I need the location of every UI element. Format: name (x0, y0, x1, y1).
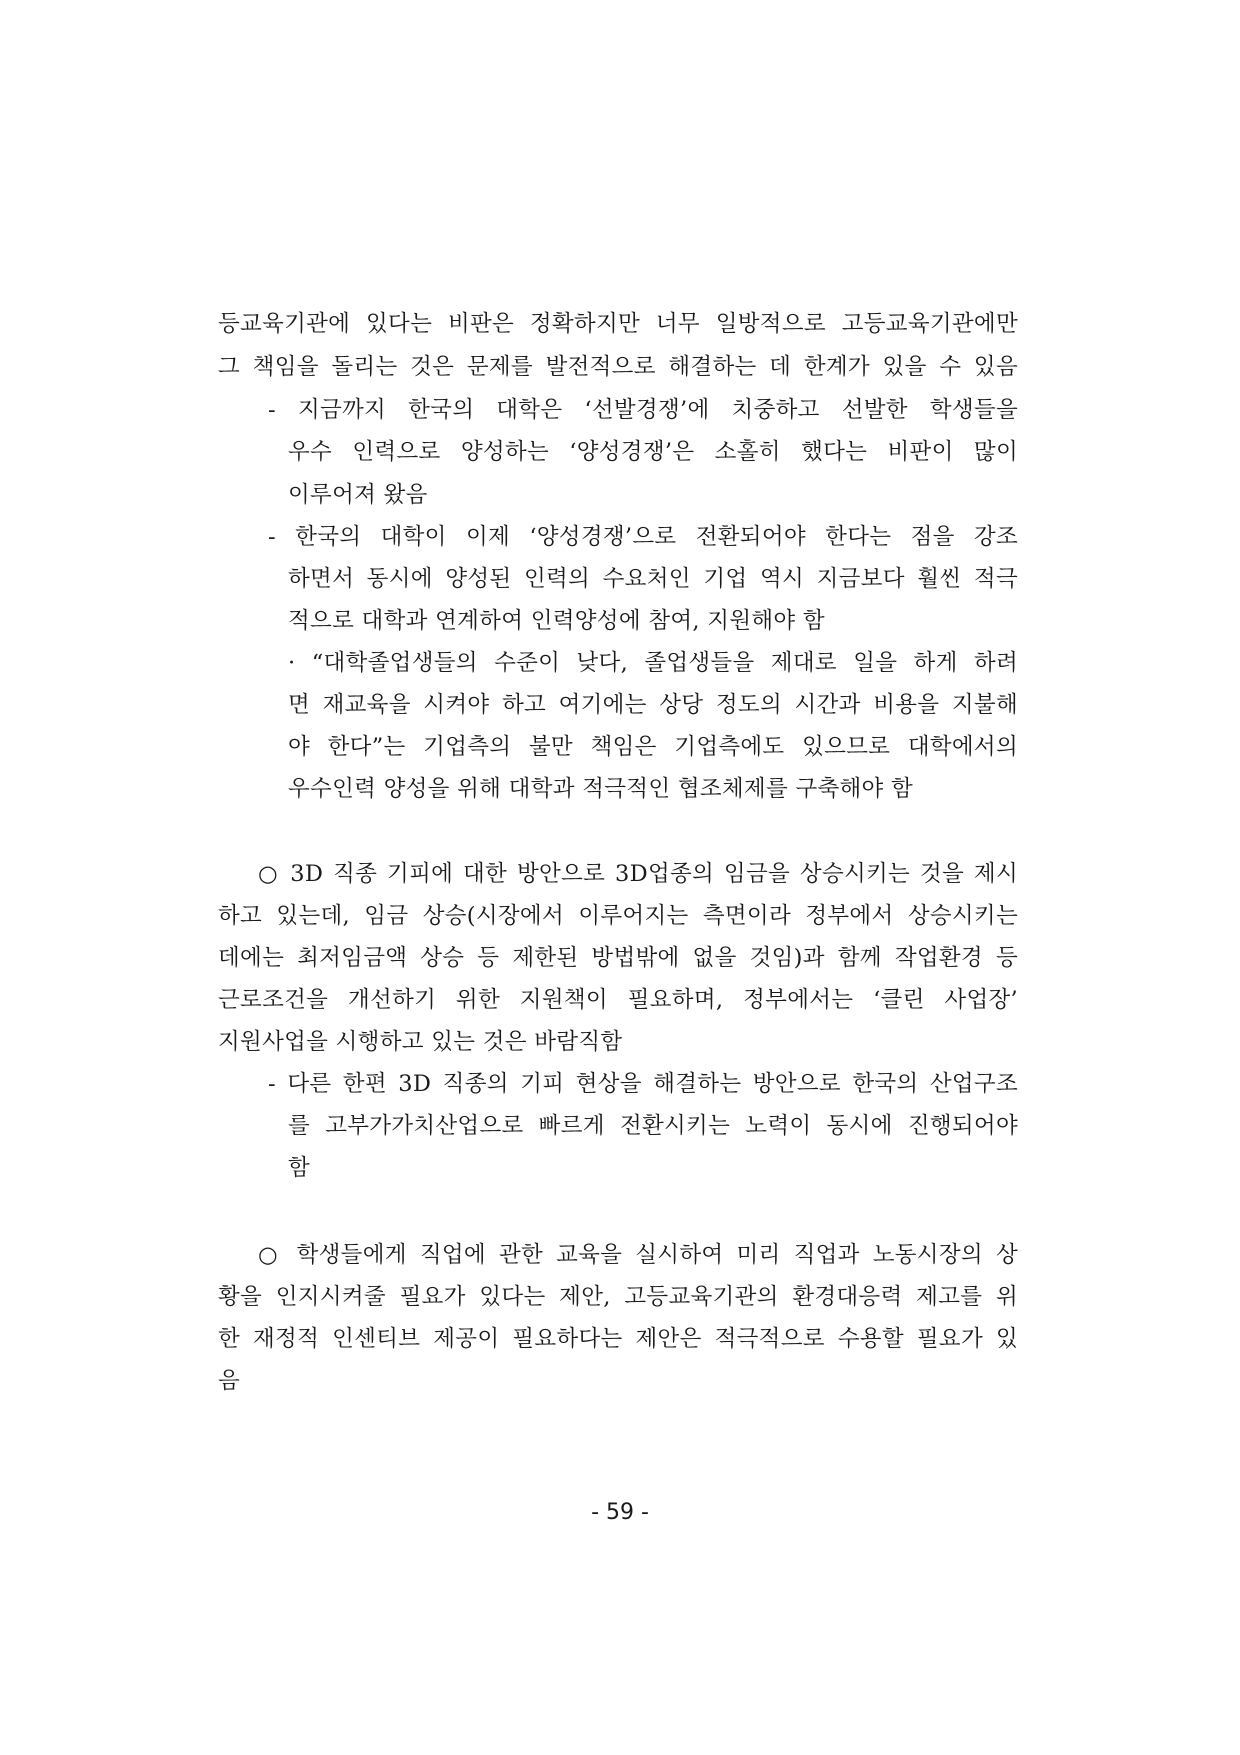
dot-bullet-line: 야 한다”는 기업측의 불만 책임은 기업측에도 있으므로 대학에서의 (288, 734, 1018, 760)
dash-bullet-line: 우수 인력으로 양성하는 ‘양성경쟁’은 소홀히 했다는 비판이 많이 (288, 439, 1018, 465)
circle-item-line: 하고 있는데, 임금 상승(시장에서 이루어지는 측면이라 정부에서 상승시키는 (218, 903, 1018, 929)
circle-item-line: 음 (218, 1368, 241, 1394)
dash-bullet-line: - 한국의 대학이 이제 ‘양성경쟁’으로 전환되어야 한다는 점을 강조 (268, 524, 1018, 550)
circle-item-line: 근로조건을 개선하기 위한 지원책이 필요하며, 정부에서는 ‘클린 사업장’ (218, 987, 1018, 1013)
circle-item-line: ○ 학생들에게 직업에 관한 교육을 실시하여 미리 직업과 노동시장의 상 (258, 1242, 1018, 1268)
circle-item-line: 지원사업을 시행하고 있는 것은 바람직함 (218, 1029, 623, 1055)
dot-bullet-line: 면 재교육을 시켜야 하고 여기에는 상당 정도의 시간과 비용을 지불해 (288, 692, 1018, 718)
dash-bullet-line: - 다른 한편 3D 직종의 기피 현상을 해결하는 방안으로 한국의 산업구조 (268, 1071, 1018, 1097)
circle-item-line: 황을 인지시켜줄 필요가 있다는 제안, 고등교육기관의 환경대응력 제고를 위 (218, 1284, 1018, 1310)
dash-bullet-line: 를 고부가가치산업으로 빠르게 전환시키는 노력이 동시에 진행되어야 (288, 1113, 1018, 1139)
page-number: - 59 - (591, 1500, 649, 1525)
dash-bullet-line: 함 (288, 1155, 311, 1181)
paragraph-line: 등교육기관에 있다는 비판은 정확하지만 너무 일방적으로 고등교육기관에만 (218, 311, 1018, 337)
circle-item-line: 데에는 최저임금액 상승 등 제한된 방법밖에 없을 것임)과 함께 작업환경 등 (218, 945, 1018, 971)
dot-bullet-line: 우수인력 양성을 위해 대학과 적극적인 협조체제를 구축해야 함 (288, 776, 914, 802)
circle-item-line: 한 재정적 인센티브 제공이 필요하다는 제안은 적극적으로 수용할 필요가 있 (218, 1326, 1018, 1352)
paragraph-line: 그 책임을 돌리는 것은 문제를 발전적으로 해결하는 데 한계가 있을 수 있음 (218, 354, 1018, 380)
dash-bullet-line: - 지금까지 한국의 대학은 ‘선발경쟁’에 치중하고 선발한 학생들을 (268, 397, 1018, 423)
dash-bullet-line: 적으로 대학과 연계하여 인력양성에 참여, 지원해야 함 (288, 608, 825, 634)
dot-bullet-line: · “대학졸업생들의 수준이 낮다, 졸업생들을 제대로 일을 하게 하려 (288, 650, 1018, 676)
dash-bullet-line: 이루어져 왔음 (288, 482, 428, 508)
dash-bullet-line: 하면서 동시에 양성된 인력의 수요처인 기업 역시 지금보다 훨씬 적극 (288, 566, 1018, 592)
circle-item-line: ○ 3D 직종 기피에 대한 방안으로 3D업종의 임금을 상승시키는 것을 제시 (258, 861, 1018, 887)
